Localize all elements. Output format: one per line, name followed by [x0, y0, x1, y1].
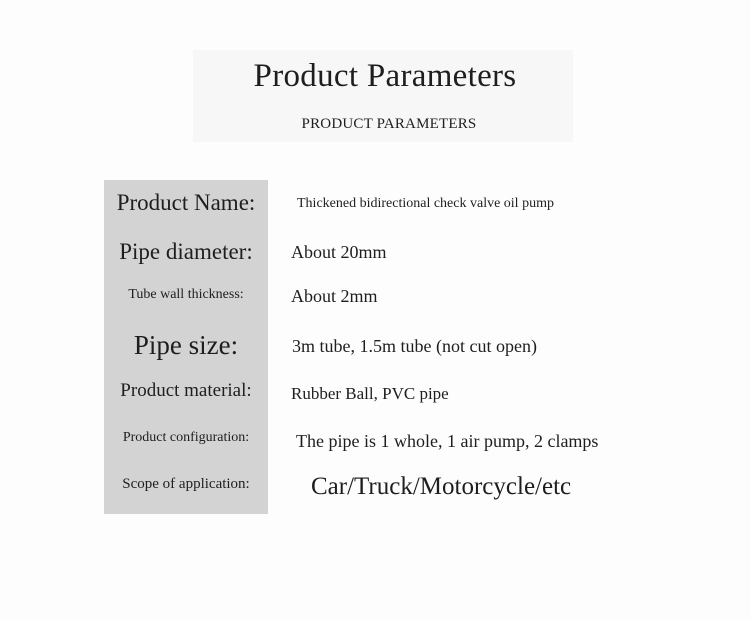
param-label-pipe-size: Pipe size: [133, 330, 239, 360]
param-value-tube-wall-thickness: About 2mm [291, 286, 378, 306]
param-value-product-material: Rubber Ball, PVC pipe [291, 384, 449, 403]
param-label-product-name: Product Name: [116, 190, 256, 215]
page-title: Product Parameters [253, 58, 517, 94]
param-value-product-name: Thickened bidirectional check valve oil pump [297, 196, 554, 211]
param-value-scope-of-application: Car/Truck/Motorcycle/etc [311, 473, 572, 500]
param-value-pipe-size: 3m tube, 1.5m tube (not cut open) [292, 336, 537, 356]
param-label-product-configuration: Product configuration: [122, 430, 250, 445]
param-label-scope-of-application: Scope of application: [122, 476, 250, 492]
param-label-tube-wall-thickness: Tube wall thickness: [128, 287, 244, 302]
param-value-pipe-diameter: About 20mm [291, 242, 387, 262]
page-subtitle: PRODUCT PARAMETERS [301, 116, 477, 132]
param-value-product-configuration: The pipe is 1 whole, 1 air pump, 2 clamps [296, 431, 599, 451]
param-label-pipe-diameter: Pipe diameter: [119, 239, 253, 264]
param-label-product-material: Product material: [120, 380, 252, 401]
